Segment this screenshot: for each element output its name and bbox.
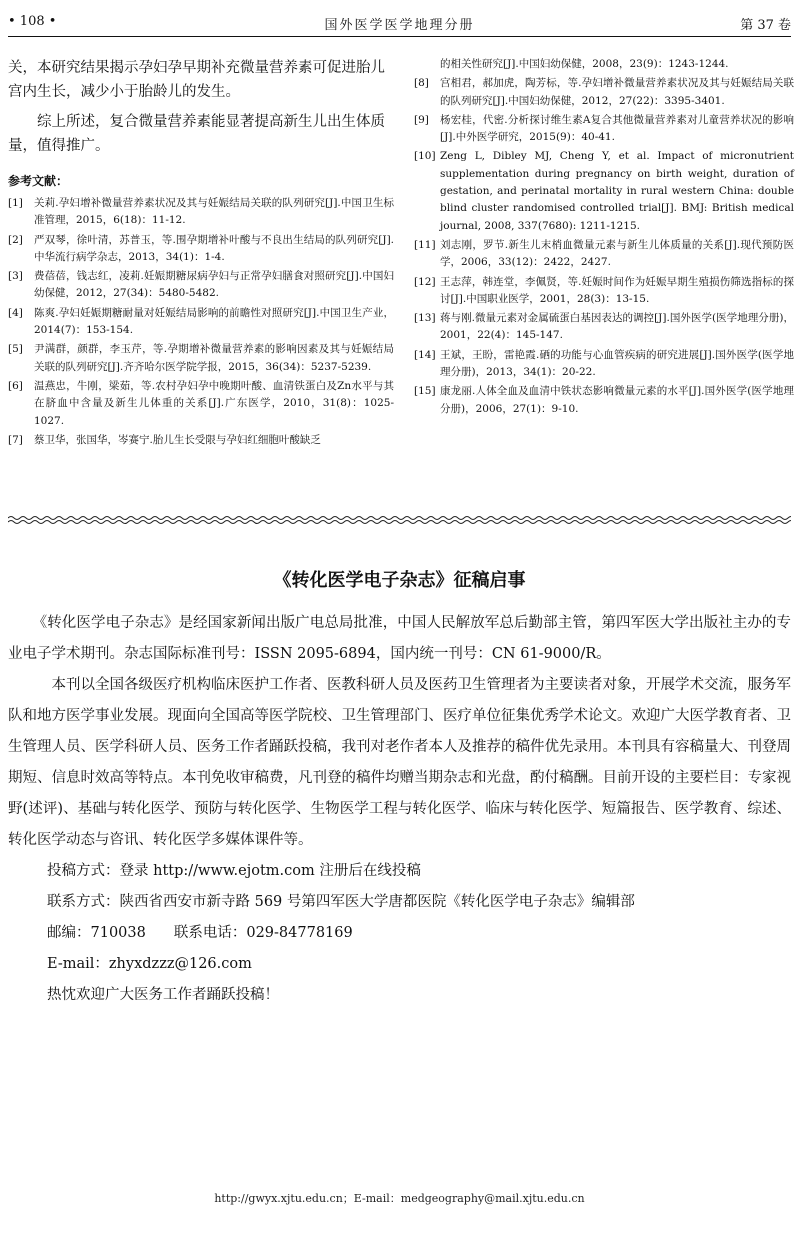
reference-text: 蔡卫华，张国华，岑赛宁.胎儿生长受限与孕妇红细胞叶酸缺乏 [34, 433, 321, 446]
reference-number: [14] [414, 348, 436, 361]
reference-text: 宫相君，郝加虎，陶芳标，等.孕妇增补微量营养素状况及其与妊娠结局关联的队列研究[J].中国妇幼保健，2012，27(22)：3395-3401. [440, 77, 794, 107]
reference-text: 杨宏桂，代密.分析探讨维生素A复合其他微量营养素对儿童营养状况的影响[J].中外医学研究，2015(9)：40-41. [440, 113, 794, 144]
conclusion-paragraph: 关，本研究结果揭示孕妇孕早期补充微量营养素可促进胎儿宫内生长，减少小于胎龄儿的发生。 [8, 60, 385, 100]
notice-main-paragraph: 本刊以全国各级医疗机构临床医护工作者、医教科研人员及医药卫生管理者为主要读者对象，开展学术交流，服务军队和地方医学事业发展。现面向全国高等医学院校、卫生管理部门、医疗单位征集优秀学术论文。欢迎广大医学教育者、卫生管理人员、医学科研人员、医务工作者踊跃投稿，我刊对老作者本人及推荐的稿件优先录用。本刊具有容稿量大、刊登周期短、信息时效高等特点。本刊免收审稿费，凡刊登的稿件均赠当期杂志和光盘，酌付稿酬。目前开设的主要栏目：专家视野(述评)、基础与转化医学、预防与转化医学、生物医学工程与转化医学、临床与转化医学、短篇报告、医学教育、综述、转化医学动态与咨讯、转化医学多媒体课件等。 [8, 677, 791, 848]
reference-text: 康龙丽.人体全血及血清中铁状态影响微量元素的水平[J].国外医学(医学地理分册)，2006，27(1)：9-10. [440, 385, 794, 415]
reference-item [414, 148, 794, 234]
right-column [414, 56, 794, 420]
reference-number: [15] [414, 385, 436, 398]
reference-text: 的相关性研究[J].中国妇幼保健，2008，23(9)：1243-1244. [440, 58, 729, 70]
reference-number: [9] [414, 113, 429, 126]
closing-line: 热忱欢迎广大医务工作者踊跃投稿！ [47, 987, 279, 1003]
reference-number: [11] [414, 238, 436, 251]
reference-item [8, 341, 394, 376]
reference-text: 严双琴，徐叶清，苏普玉，等.围孕期增补叶酸与不良出生结局的队列研究[J].中华流行病学杂志，2013，34(1)：1-4. [34, 233, 394, 263]
reference-item [414, 347, 794, 382]
email: E-mail：zhyxdzzz@126.com [47, 956, 252, 972]
reference-item [414, 274, 794, 309]
reference-number: [3] [8, 270, 23, 283]
notice-intro-paragraph: 《转化医学电子杂志》是经国家新闻出版广电总局批准，中国人民解放军总后勤部主管，第四军医大学出版社主办的专业电子学术期刊。杂志国际标准刊号：ISSN 2095-6894，国内统一刊号：CN 61-9000/R。 [8, 615, 791, 662]
reference-number: [10] [414, 150, 436, 163]
reference-item [8, 195, 394, 230]
left-column [8, 56, 394, 451]
reference-number: [12] [414, 275, 436, 288]
contact-address: 联系方式：陕西省西安市新寺路 569 号第四军医大学唐都医院《转化医学电子杂志》编辑部 [47, 894, 635, 910]
submission-method: 投稿方式：登录 http://www.ejotm.com 注册后在线投稿 [47, 863, 421, 879]
reference-text: 王斌，王盼，雷艳霞.硒的功能与心血管疾病的研究进展[J].国外医学(医学地理分册)，2013，34(1)：20-22. [440, 348, 794, 379]
reference-item [414, 237, 794, 272]
summary-paragraph: 综上所述，复合微量营养素能显著提高新生儿出生体质量，值得推广。 [8, 114, 385, 154]
journal-title: 国外医学医学地理分册 [324, 18, 475, 33]
call-for-papers [8, 608, 791, 1011]
reference-text: 刘志刚，罗节.新生儿末梢血微量元素与新生儿体质量的关系[J].现代预防医学，2006，33(12)：2422，2427. [440, 238, 794, 269]
volume-label: 第 37 卷 [740, 18, 791, 33]
reference-number: [1] [8, 197, 23, 209]
reference-list-right [414, 56, 794, 418]
reference-number: [5] [8, 343, 23, 356]
reference-item [8, 305, 394, 340]
reference-text: 陈爽.孕妇妊娠期糖耐量对妊娠结局影响的前瞻性对照研究[J].中国卫生产业，2014(7)：153-154. [34, 306, 394, 337]
postcode: 邮编：710038 [47, 925, 146, 941]
reference-item [8, 268, 394, 303]
reference-text: 蒋与刚.微量元素对金属硫蛋白基因表达的调控[J].国外医学(医学地理分册)，2001，22(4)：145-147. [440, 312, 794, 342]
reference-number: [4] [8, 306, 23, 319]
reference-number: [6] [8, 379, 23, 392]
reference-number: [8] [414, 77, 429, 90]
reference-text: 温燕忠，牛刚，梁茹，等.农村孕妇孕中晚期叶酸、血清铁蛋白及Zn水平与其在脐血中含量及新生儿体重的关系[J].广东医学，2010，31(8)：1025-1027. [34, 379, 394, 427]
notice-title: 《转化医学电子杂志》征稿启事 [273, 570, 526, 591]
reference-number: [7] [8, 433, 23, 446]
reference-text: Zeng L, Dibley MJ, Cheng Y, et al. Impact of micronutrient supplementation during pregnancy on birth weight, duration of gestation, and perinatal mortality in rural western China: double blind cluster randomised controlled trial[J]. BMJ: British medical journal, 2008, 337(7680): 1211-1215. [440, 150, 794, 232]
page-header [8, 14, 791, 37]
reference-text: 费蓓蓓，钱志红，凌莉.妊娠期糖尿病孕妇与正常孕妇膳食对照研究[J].中国妇幼保健，2012，27(34)：5480-5482. [34, 270, 394, 300]
reference-item [8, 232, 394, 267]
postcode-phone-line [8, 918, 791, 949]
reference-item [414, 75, 794, 110]
reference-text: 王志萍，韩连堂，李佩贤，等.妊娠时间作为妊娠早期生殖损伤筛选指标的探讨[J].中国职业医学，2001，28(3)：13-15. [440, 275, 794, 305]
reference-item [8, 378, 394, 430]
phone: 联系电话：029-84778169 [173, 925, 353, 941]
reference-item [414, 310, 794, 345]
wavy-divider [8, 514, 791, 526]
reference-list-left [8, 195, 394, 449]
reference-item [8, 432, 394, 449]
page-number: • 108 • [8, 14, 57, 29]
reference-item [414, 383, 794, 418]
reference-item [414, 56, 794, 73]
reference-item [414, 112, 794, 147]
reference-number: [13] [414, 312, 436, 325]
reference-text: 尹满群，颜群，李玉芹，等.孕期增补微量营养素的影响因素及其与妊娠结局关联的队列研究[J].齐齐哈尔医学院学报，2015，36(34)：5237-5239. [34, 343, 394, 373]
reference-number: [2] [8, 233, 23, 246]
page-footer: http://gwyx.xjtu.edu.cn；E-mail：medgeography@mail.xjtu.edu.cn [214, 1192, 585, 1205]
references-heading: 参考文献： [8, 174, 69, 188]
reference-text: 关莉.孕妇增补微量营养素状况及其与妊娠结局关联的队列研究[J].中国卫生标准管理，2015，6(18)：11-12. [34, 197, 394, 227]
